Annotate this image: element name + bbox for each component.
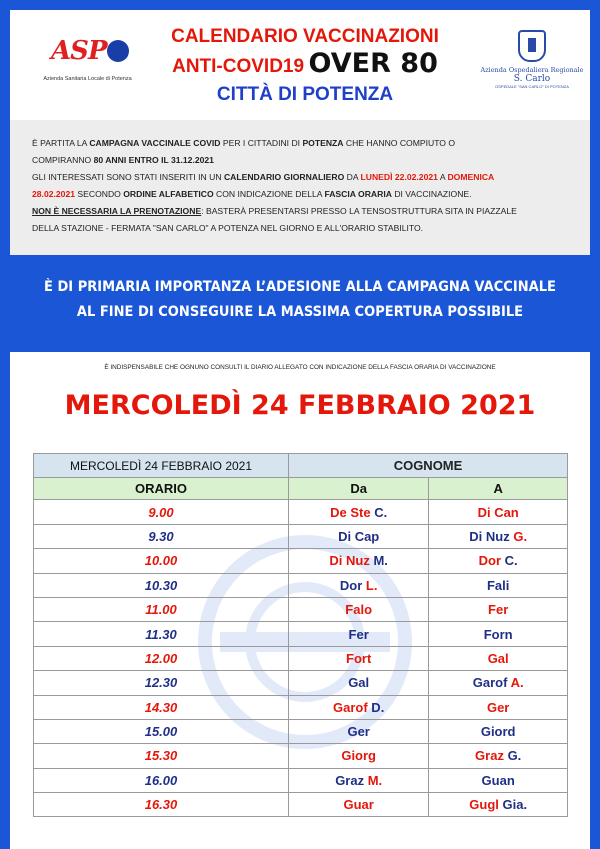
- surname-text: Gugl: [469, 797, 499, 813]
- table-row: [34, 768, 568, 792]
- surname-text: Di Nuz: [469, 528, 510, 544]
- from-cell: [289, 573, 429, 597]
- time-cell: 10.30: [34, 573, 289, 597]
- from-cell: [289, 597, 429, 621]
- surname-text: Gal: [487, 650, 509, 666]
- from-cell: [289, 671, 429, 695]
- table-row: [34, 744, 568, 768]
- time-cell: 16.30: [34, 793, 289, 817]
- table-header-row: [34, 454, 568, 478]
- hospital-emblem-icon: [518, 30, 546, 62]
- table-row: [34, 500, 568, 524]
- table-row: [34, 622, 568, 646]
- to-cell: [429, 793, 568, 817]
- surname-suffix: Gia.: [498, 797, 528, 813]
- to-cell: [429, 744, 568, 768]
- aor-name: Azienda Ospedaliera Regionale: [480, 66, 584, 74]
- col-from: Da: [289, 478, 429, 500]
- surname-text: Ger: [347, 724, 370, 740]
- day-title: MERCOLEDÌ 24 FEBBRAIO 2021: [64, 390, 536, 421]
- surname-text: Gal: [348, 675, 370, 691]
- surname-suffix: L.: [362, 577, 378, 593]
- surname-suffix: M.: [369, 553, 388, 569]
- schedule-body: [34, 500, 568, 817]
- surname-text: Fort: [346, 650, 372, 666]
- surname-text: Dor: [339, 577, 363, 593]
- to-cell: [429, 500, 568, 524]
- from-cell: [289, 768, 429, 792]
- from-cell: [289, 500, 429, 524]
- time-cell: 15.30: [34, 744, 289, 768]
- title-over80: OVER 80: [308, 48, 438, 79]
- table-row: [34, 549, 568, 573]
- to-cell: [429, 573, 568, 597]
- to-cell: [429, 671, 568, 695]
- from-cell: [289, 524, 429, 548]
- surname-text: Di Cap: [338, 528, 380, 544]
- surname-text: Ger: [486, 699, 510, 715]
- surname-text: Fali: [486, 577, 510, 593]
- table-row: [34, 573, 568, 597]
- info-box: [10, 120, 590, 255]
- surname-text: Graz: [475, 748, 504, 764]
- table-row: [34, 646, 568, 670]
- surname-text: Garof: [333, 699, 368, 715]
- surname-suffix: M.: [364, 772, 383, 788]
- table-row: [34, 671, 568, 695]
- to-cell: [429, 646, 568, 670]
- title-city: CITTÀ DI POTENZA: [216, 84, 394, 105]
- from-cell: [289, 719, 429, 743]
- surname-text: Falo: [345, 602, 373, 618]
- aor-logo: [477, 30, 587, 110]
- to-cell: [429, 768, 568, 792]
- from-cell: [289, 744, 429, 768]
- from-cell: [289, 549, 429, 573]
- asp-logo-text: ASP: [51, 36, 107, 66]
- surname-suffix: C.: [501, 553, 518, 569]
- col-time: ORARIO: [34, 478, 289, 500]
- to-cell: [429, 695, 568, 719]
- top-panel: [10, 10, 590, 255]
- table-row: [34, 695, 568, 719]
- time-cell: 11.00: [34, 597, 289, 621]
- info-line-1: È PARTITA LA CAMPAGNA VACCINALE COVID PER I CITTADINI DI POTENZA CHE HANNO COMPIUTO O: [32, 138, 456, 148]
- header-surname: COGNOME: [289, 454, 568, 478]
- title-line-2: [140, 48, 470, 79]
- from-cell: [289, 793, 429, 817]
- importance-banner: [0, 275, 600, 325]
- banner-line-1: È DI PRIMARIA IMPORTANZA L’ADESIONE ALLA CAMPAGNA VACCINALE: [44, 279, 556, 295]
- schedule-table: [33, 453, 568, 817]
- asp-caption: Azienda Sanitaria Locale di Potenza: [43, 76, 132, 82]
- surname-text: Forn: [483, 626, 513, 642]
- consult-notice: È INDISPENSABILE CHE OGNUNO CONSULTI IL DIARIO ALLEGATO CON INDICAZIONE DELLA FASCIA ORARIA DI VACCINAZIONE: [104, 364, 496, 371]
- to-cell: [429, 622, 568, 646]
- to-cell: [429, 597, 568, 621]
- from-cell: [289, 646, 429, 670]
- col-to: A: [429, 478, 568, 500]
- surname-suffix: A.: [507, 675, 524, 691]
- time-cell: 12.30: [34, 671, 289, 695]
- table-subheader-row: [34, 478, 568, 500]
- surname-text: Guan: [481, 772, 515, 788]
- surname-suffix: G.: [503, 748, 522, 764]
- header: [10, 10, 590, 120]
- surname-text: Giord: [480, 724, 516, 740]
- aor-subname: S. Carlo: [513, 74, 551, 84]
- surname-text: Fer: [488, 602, 509, 618]
- banner-line-2: AL FINE DI CONSEGUIRE LA MASSIMA COPERTURA POSSIBILE: [76, 304, 524, 320]
- asp-logo: [35, 32, 140, 102]
- surname-text: Garof: [472, 675, 508, 691]
- info-line-3: GLI INTERESSATI SONO STATI INSERITI IN UN CALENDARIO GIORNALIERO DA LUNEDÌ 22.02.2021 A DOMENICA: [32, 172, 495, 182]
- surname-text: Giorg: [341, 748, 376, 764]
- surname-text: Di Can: [477, 504, 519, 520]
- time-cell: 11.30: [34, 622, 289, 646]
- title-anticovid: ANTI-COVID19: [172, 56, 305, 77]
- schedule-panel: [10, 352, 590, 849]
- info-line-4: 28.02.2021 SECONDO ORDINE ALFABETICO CON INDICAZIONE DELLA FASCIA ORARIA DI VACCINAZIONE.: [32, 189, 472, 199]
- surname-suffix: G.: [509, 528, 528, 544]
- table-row: [34, 793, 568, 817]
- time-cell: 9.00: [34, 500, 289, 524]
- aor-caption: OSPEDALE "SAN CARLO" DI POTENZA: [495, 84, 569, 89]
- time-cell: 14.30: [34, 695, 289, 719]
- surname-text: Fer: [348, 626, 369, 642]
- time-cell: 15.00: [34, 719, 289, 743]
- surname-text: De Ste: [330, 504, 371, 520]
- surname-text: Di Nuz: [329, 553, 370, 569]
- time-cell: 10.00: [34, 549, 289, 573]
- basilicata-map-icon: [107, 40, 129, 62]
- surname-suffix: D.: [367, 699, 385, 715]
- surname-text: Graz: [335, 772, 365, 788]
- surname-text: Guar: [343, 797, 374, 813]
- time-cell: 12.00: [34, 646, 289, 670]
- info-line-5: NON È NECESSARIA LA PRENOTAZIONE: BASTERÀ PRESENTARSI PRESSO LA TENSOSTRUTTURA SITA IN PIAZZALE: [32, 206, 517, 216]
- title-line-1: CALENDARIO VACCINAZIONI: [171, 26, 439, 47]
- to-cell: [429, 549, 568, 573]
- time-cell: 9.30: [34, 524, 289, 548]
- table-row: [34, 524, 568, 548]
- surname-suffix: C.: [370, 504, 388, 520]
- to-cell: [429, 524, 568, 548]
- info-line-2: COMPIRANNO 80 ANNI ENTRO IL 31.12.2021: [32, 155, 214, 165]
- table-row: [34, 597, 568, 621]
- table-row: [34, 719, 568, 743]
- from-cell: [289, 622, 429, 646]
- time-cell: 16.00: [34, 768, 289, 792]
- info-line-6: DELLA STAZIONE - FERMATA "SAN CARLO" A POTENZA NEL GIORNO E ALL'ORARIO STABILITO.: [32, 223, 424, 233]
- surname-text: Dor: [478, 553, 502, 569]
- from-cell: [289, 695, 429, 719]
- header-date: MERCOLEDÌ 24 FEBBRAIO 2021: [34, 454, 289, 478]
- to-cell: [429, 719, 568, 743]
